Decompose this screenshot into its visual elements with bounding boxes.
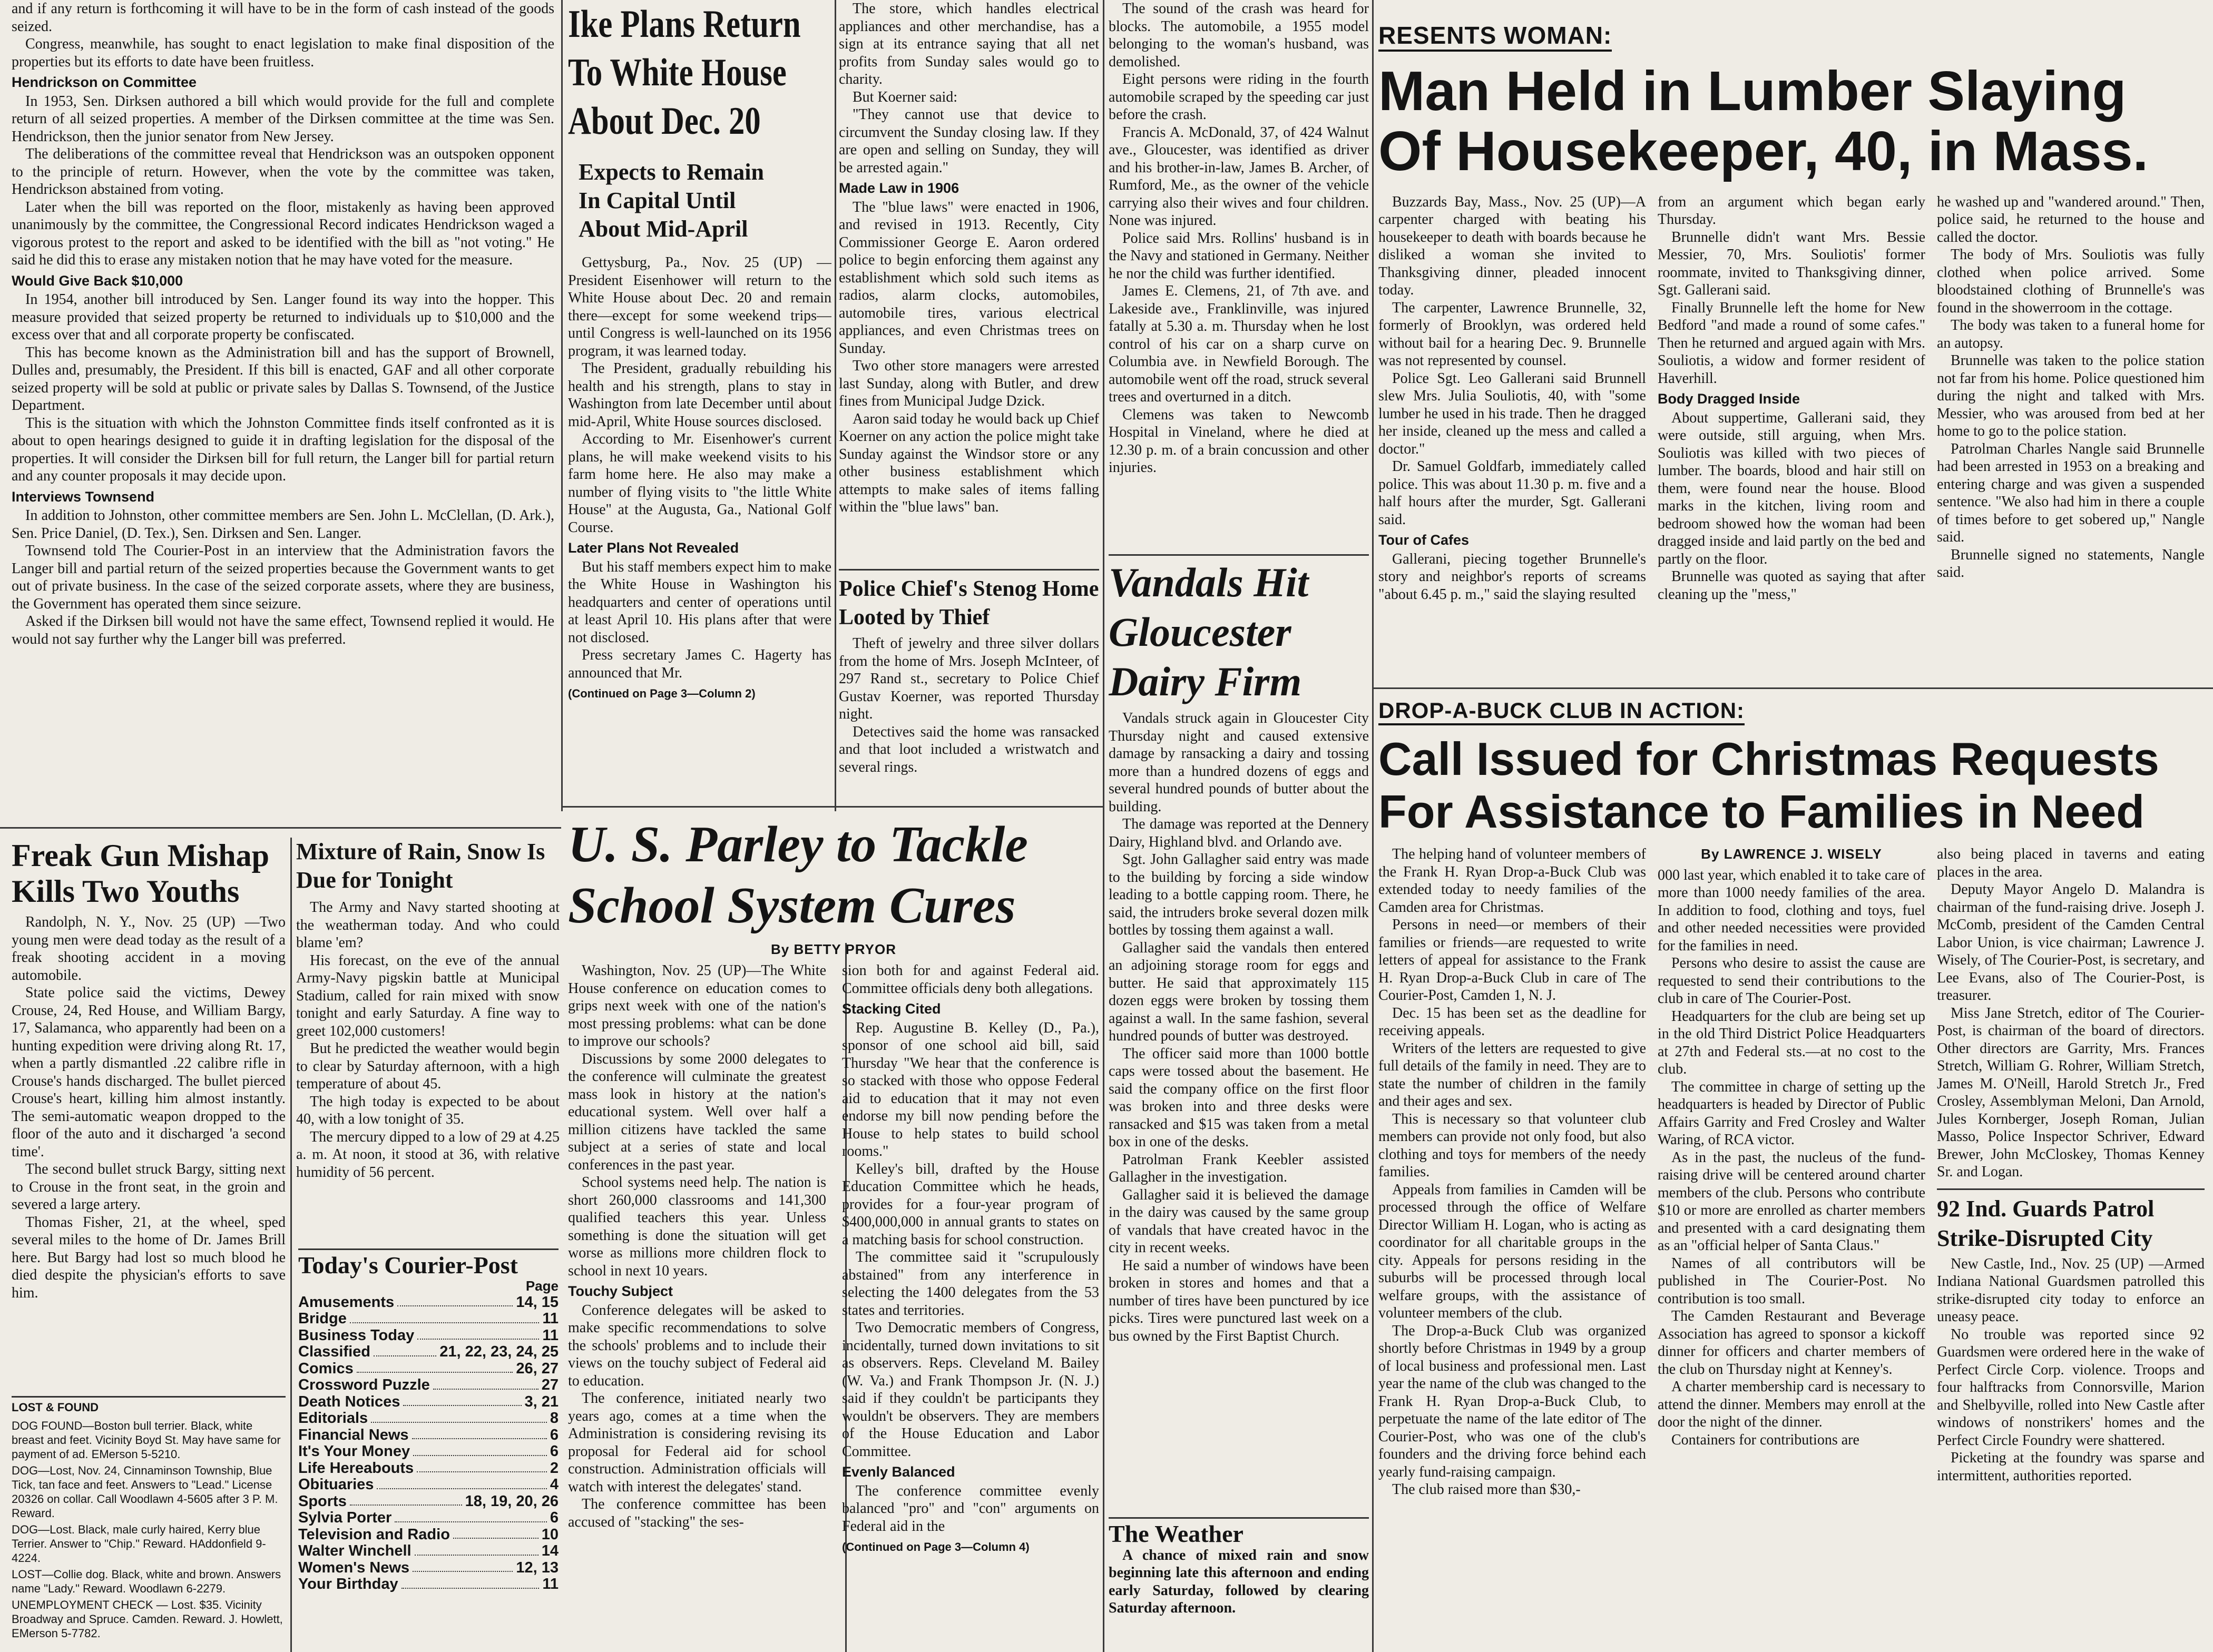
headline: 92 Ind. Guards Patrol Strike-Disrupted City [1937,1195,2155,1251]
subhead: Would Give Back $10,000 [12,272,183,289]
paragraph: 000 last year, which enabled it to take care of more than 1000 needy families of the area. In addition to food, clothing and toys, fuel and other needed necessities were provided for the families in need. [1658,867,1925,954]
leader-dots [374,1344,436,1356]
index-label: It's Your Money [298,1443,410,1460]
leader-dots [415,1543,538,1556]
index-row [298,1543,559,1560]
classified-ad: DOG—Lost, Nov. 24, Cinnaminson Township, Blue Tick, tan face and feet. Answers to "Lead." License 20326 on collar. Call Woodlawn 4-5605 after 3 P. M. Reward. [12,1464,278,1520]
paragraph: Press secretary James C. Hagerty has announced that Mr. [568,647,831,681]
paragraph: Kelley's bill, drafted by the House Education Committee which he heads, provides for a four-year program of $400,000,000 in annual grants to states on a matching basis for school construction. [842,1161,1099,1248]
paragraph: Randolph, N. Y., Nov. 25 (UP) —Two young men were dead today as the result of a freak shooting accident in a moving automobile. [12,914,286,984]
column [1658,193,1925,604]
index-label: Obituaries [298,1476,374,1493]
article-vandals [1109,554,1369,1515]
subhead: Stacking Cited [842,1001,941,1017]
index-page: 26, 27 [516,1360,559,1377]
index-page: 27 [541,1376,559,1394]
index-row [298,1460,559,1477]
leader-dots [397,1294,513,1307]
column-rule [561,0,563,811]
article-freak-gun [12,838,286,1385]
headline: Call Issued for Christmas Requests For Assistance to Families in Need [1378,733,2159,838]
index-row [298,1427,559,1444]
paragraph: Dr. Samuel Goldfarb, immediately called police. This was about 11.30 p. m. five and a half hours after the murder, Sgt. Gallerani said. [1378,458,1646,528]
paragraph: Gallagher said the vandals then entered an adjoining storage room for eggs and butter. He said that approximately 115 dozen eggs were broken by tossing them against a wall. In the same fashion, several hundred pounds of butter was destroyed. [1109,939,1369,1044]
index-page: 14 [541,1542,559,1560]
paragraph: Discussions by some 2000 delegates to the conference will culminate the greatest mass look in history at the nation's educational system. Well over half a million citizens have tackled the same subject at a series of state and local conferences in the past year. [568,1050,826,1173]
paragraph: The Drop-a-Buck Club was organized shortly before Christmas in 1949 by a group of local business and professional men. Last year the name of the club was changed to the Frank H. Ryan Drop-a-Buck Club, to perpetuate the name of the late editor of The Courier-Post, who was one of the club's founders and the driving force behind each yearly fund-raising campaign. [1378,1322,1646,1480]
paragraph: But his staff members expect him to make the White House in Washington his headquarters and center of operations until at least April 10. His plans after that were not disclosed. [568,558,831,646]
index-page: 10 [541,1526,559,1543]
index-label: Women's News [298,1559,410,1576]
paragraph: Writers of the letters are requested to give full details of the family in need. They are to state the number of children in the family and their ages and sex. [1378,1040,1646,1109]
leader-dots [395,1510,547,1522]
paragraph: According to Mr. Eisenhower's current plans, he will make weekend visits to his farm home here. He also may make a number of flying visits to "the little White House" at the Augusta, Ga., National Golf Course. [568,431,831,536]
paragraph: No trouble was reported since 92 Guardsmen were ordered here in the wake of Perfect Circle Corp. violence. Troops and four halftracks from Connorsville, Marion and Shelbyville, rolled into New Castle after windows of nonstrikers' homes and the Perfect Circle Foundry were shattered. [1937,1326,2205,1449]
paragraph: Persons who desire to assist the cause are requested to send their contributions to the club in care of The Courier-Post. [1658,955,1925,1007]
paragraph: Containers for contributions are [1671,1431,1859,1448]
kicker: DROP-A-BUCK CLUB IN ACTION: [1378,698,1745,725]
paragraph: Francis A. McDonald, 37, of 424 Walnut ave., Gloucester, was identified as driver and his brother-in-law, James B. Archer, of Rumford, Me., as the owner of the vehicle carrying also their wives and four children. None was injured. [1109,124,1369,229]
leader-dots [377,1477,546,1489]
index-row [298,1576,559,1593]
paragraph: he washed up and "wandered around." Then, police said, he returned to the house and called the doctor. [1937,193,2205,245]
index-label: Classified [298,1343,370,1361]
paragraph: The President, gradually rebuilding his health and his strength, plans to stay in Washington from late December until about mid-April, White House sources disclosed. [568,360,831,430]
paragraph: Conference delegates will be asked to make specific recommendations to solve the schools' problems and to include their views on the touchy subject of Federal aid to education. [568,1302,826,1389]
paragraph: The carpenter, Lawrence Brunnelle, 32, formerly of Brooklyn, was ordered held without bail for a hearing Dec. 9. Brunnelle was not represented by counsel. [1378,299,1646,369]
subhead: Later Plans Not Revealed [568,540,739,556]
paragraph: The conference, initiated nearly two years ago, comes at a time when the Administration is considering revising its proposal for Federal aid for school construction. Administration officials will watch with interest the delegates' stand. [568,1390,826,1495]
paragraph: His forecast, on the eve of the annual Army-Navy pigskin battle at Municipal Stadium, called for rain mixed with snow tonight and early Saturday. A fine way to greet 102,000 customers! [296,952,560,1039]
paragraph: Theft of jewelry and three silver dollars from the home of Mrs. Joseph McInteer, of 297 Rand st., secretary to Police Chief Gustav Koerner, was reported Thursday night. [839,635,1099,722]
leader-dots [453,1527,538,1539]
leader-dots [413,1560,513,1572]
leader-dots [403,1394,521,1407]
column [1937,845,2205,1499]
paragraph: Patrolman Charles Nangle said Brunnelle had been arrested in 1953 on a breaking and entering charge and was given a suspended sentence. "We also had him in there a couple of times before to get sobered up," Nangle said. [1937,440,2205,546]
column-rule [290,838,292,1652]
leader-dots [413,1443,547,1456]
paragraph: The Army and Navy started shooting at the weatherman today. And who could blame 'em? [296,899,560,951]
paragraph: But he predicted the weather would begin to clear by Saturday afternoon, with a high temperature of about 45. [296,1040,560,1092]
column [1378,845,1646,1499]
index-box [298,1248,559,1650]
index-row [298,1560,559,1577]
paragraph: Gallerani, piecing together Brunnelle's story and neighbor's reports of screams "about 6.45 p. m.," said the slaying resulted [1378,550,1646,603]
paragraph: Police Sgt. Leo Gallerani said Brunnell slew Mrs. Julia Souliotis, 40, with "some lumber he used in his trade. Then he dragged her inside, cleaned up the mess and called a doctor." [1378,370,1646,457]
column [1937,193,2205,604]
paragraph: School systems need help. The nation is short 260,000 classrooms and 141,300 qualified teachers this year. Unless something is done the situation will get worse as millions more children flock to school in next 10 years. [568,1174,826,1279]
paragraph: As in the past, the nucleus of the fund-raising drive will be centered around charter members of the club. Persons who contribute $10 or more are enrolled as charter members and presented with a card designating them as an "official helper of Santa Claus." [1658,1149,1925,1254]
subhead: Body Dragged Inside [1658,391,1800,407]
paragraph: A charter membership card is necessary to attend the dinner. Members may enroll at the door the night of the dinner. [1658,1379,1925,1430]
index-page: 6 [550,1443,559,1460]
paragraph: Gettysburg, Pa., Nov. 25 (UP) —President Eisenhower will return to the White House about Dec. 20 and remain there—except for some weekend trips—until Congress is well-launched on its 1956 program, it was learned today. [568,254,831,359]
subhead: Hendrickson on Committee [12,74,197,90]
headline: Ike Plans Return To White House About Dec. 20 [568,3,801,143]
paragraph: Rep. Augustine B. Kelley (D., Pa.), sponsor of one school aid bill, said Thursday "We hear that the conference is so stacked with those who oppose Federal aid to education that it may not even endorse my bill now pending before the House to help states to build school rooms." [842,1019,1099,1159]
column [842,962,1099,1557]
paragraph: from an argument which began early Thursday. [1658,193,1925,228]
index-label: Comics [298,1360,354,1377]
paragraph: In 1954, another bill introduced by Sen. Langer found its way into the hopper. This measure provided that seized property be returned to individuals up to $10,000 and the excess over that and all corporate property be confiscated. [12,291,554,343]
paragraph: The helping hand of volunteer members of the Frank H. Ryan Drop-a-Buck Club was extended today to needy families of the Camden area for Christmas. [1378,846,1646,916]
subhead: Touchy Subject [568,1283,673,1299]
paragraph: Sgt. John Gallagher said entry was made to the building by forcing a side window leading to a bottle capping room. There, he said, the intruders broke several dozen milk bottles by tossing them against a wall. [1109,851,1369,938]
leader-dots [350,1493,462,1506]
paragraph: He said a number of windows have been broken in stores and homes and that a number of tires have been punctured by ice picks. Tires were punctured last week on a bus owned by the First Baptist Church. [1109,1257,1369,1344]
headline: Mixture of Rain, Snow Is Due for Tonight [296,839,545,893]
paragraph: In 1953, Sen. Dirksen authored a bill which would provide for the full and complete return of all seized properties. A member of the Dirksen committee at the time was Sen. Hendrickson, then the junior senator from New Jersey. [12,93,554,145]
paragraph: Two Democratic members of Congress, incidentally, turned down invitations to sit as observers. Reps. Cleveland M. Bailey (W. Va.) and Frank Thompson Jr. (N. J.) said if they couldn't be participants they wouldn't be observers. They are members of the House Education and Labor Committee. [842,1320,1099,1460]
leader-dots [433,1377,538,1390]
paragraph: But Koerner said: [853,88,958,105]
section-rule [1372,687,2213,689]
index-label: Sylvia Porter [298,1509,392,1527]
paragraph: Patrolman Frank Keebler assisted Gallagher in the investigation. [1109,1151,1369,1185]
paragraph: "They cannot use that device to circumvent the Sunday closing law. If they are open and selling on Sunday, they will be arrested again." [839,106,1099,176]
paragraph: Aaron said today he would back up Chief Koerner on any action the police might take Sunday against the Windsor store or any other business establishment which attempts to make sales of items falling within the "blue laws" ban. [839,410,1099,515]
classified-ad: DOG—Lost. Black, male curly haired, Kerry blue Terrier. Answer to "Chip." Reward. HAddonfield 9-4224. [12,1523,266,1565]
index-page: 6 [550,1426,559,1443]
paragraph: Two other store managers were arrested last Sunday, along with Butler, and drew fines from Municipal Judge Dzick. [839,358,1099,409]
paragraph: and if any return is forthcoming it will have to be in the form of cash instead of the goods seized. [12,1,554,35]
index-page: 11 [542,1326,559,1344]
paragraph: Headquarters for the club are being set up in the old Third District Police Headquarters at 27th and Federal sts.—at no cost to the club. [1658,1008,1925,1077]
paragraph: The second bullet struck Bargy, sitting next to Crouse in the front seat, in the groin and severed a large artery. [12,1161,286,1213]
index-page: 14, 15 [516,1293,559,1311]
paragraph: Vandals struck again in Gloucester City Thursday night and caused extensive damage by ransacking a dairy and tossing more than a hundred dozens of eggs and several hundred pounds of butter about the building. [1109,710,1369,815]
leader-dots [412,1427,547,1440]
leader-dots [402,1576,540,1589]
paragraph: Brunnelle didn't want Mrs. Bessie Messier, 70, Mrs. Souliotis' former roommate, invited to Thanksgiving dinner, Sgt. Gallerani said. [1658,229,1925,299]
paragraph: The Camden Restaurant and Beverage Association has agreed to sponsor a kickoff dinner for officers and charter members of the club on Thursday night at Kenney's. [1658,1308,1925,1378]
paragraph: Miss Jane Stretch, editor of The Courier-Post, is chairman of the board of directors. Other directors are Garrity, Mrs. Frances Stretch, William G. Rohrer, William Stretch, James M. O'Neill, Harold Stretch Jr., Fred Crosley, Assemblyman Meloni, Dan Arnold, Jules Kornberger, Joseph Roman, Julian Masso, Police Inspector Schriver, Edward Brewer, John McCloskey, Thomas Kenney Sr. and Logan. [1937,1005,2205,1180]
index-table [298,1294,559,1593]
paragraph: The deliberations of the committee reveal that Hendrickson was an outspoken opponent to the principle of return. However, when the vote by the committee was taken, Hendrickson abstained from voting. [12,146,554,198]
paragraph: Clemens was taken to Newcomb Hospital in Vineland, where he died at 12.30 p. m. of a brain concussion and other injuries. [1109,406,1369,476]
leader-dots [417,1328,539,1340]
section-rule [561,806,1103,808]
paragraph: Brunnelle signed no statements, Nangle said. [1937,546,2205,581]
classified-ad: DOG FOUND—Boston bull terrier. Black, white breast and feet. Vicinity Boyd St. May have same for payment of ad. EMerson 5-5210. [12,1419,281,1461]
article-crash-continued [1109,0,1369,553]
index-row [298,1344,559,1361]
index-label: Amusements [298,1293,395,1311]
article-lumber-slaying [1378,21,2206,685]
index-row [298,1361,559,1378]
index-row [298,1394,559,1411]
index-label: Sports [298,1492,347,1510]
article-rain-snow [296,838,560,1238]
paragraph: The body of Mrs. Souliotis was fully clothed when police arrived. Some bloodstained clothing of Brunnelle's was found in the showerroom in the cottage. [1937,247,2205,316]
paragraph: Appeals from families in Camden will be processed through the office of Welfare Director William H. Logan, who is acting as coordinator for all charitable groups in the city. Appeals for persons residing in the suburbs will be processed through local welfare groups, with the assistance of volunteer members of the club. [1378,1181,1646,1321]
paragraph: Buzzards Bay, Mass., Nov. 25 (UP)—A carpenter charged with beating his housekeeper to death with boards because he disliked a woman she invited to Thanksgiving dinner, pleaded innocent today. [1378,193,1646,299]
index-row [298,1311,559,1328]
column [1378,193,1646,604]
paragraph: Washington, Nov. 25 (UP)—The White House conference on education comes to grips next week with one of the nation's most pressing problems: what can be done to improve our schools? [568,962,826,1049]
paragraph: The conference committee evenly balanced "pro" and "con" arguments on Federal aid in the [842,1482,1099,1535]
paragraph: Gallagher said it is believed the damage in the dairy was caused by the same group of vandals that have created havoc in the city in recent weeks. [1109,1186,1369,1256]
paragraph: The conference committee has been accused of "stacking" the ses- [568,1496,826,1530]
paragraph: This has become known as the Administration bill and has the support of Brownell, Dulles and, presumably, the President. If this bill is enacted, GAF and all other corporate seized property will be sold at public or private sales by Dallas S. Townsend, of the Justice Department. [12,344,554,414]
index-label: Financial News [298,1426,409,1443]
index-page: 2 [550,1459,559,1477]
paragraph: Picketing at the foundry was sparse and intermittent, authorities reported. [1937,1450,2205,1484]
paragraph: Townsend told The Courier-Post in an interview that the Administration favors the Langer bill and partial return of the seized properties because the Government wants to get out of private business. In the case of the seized corporate assets, where they are business, the Government has operated them since seizure. [12,543,554,612]
index-row [298,1527,559,1543]
headline: U. S. Parley to Tackle School System Cures [568,816,1028,934]
index-label: Your Birthday [298,1576,398,1593]
paragraph: The high today is expected to be about 40, with a low tonight of 35. [296,1093,560,1127]
paragraph: The body was taken to a funeral home for an autopsy. [1937,317,2205,351]
weather-box [1109,1517,1369,1650]
index-row [298,1443,559,1460]
index-label: Death Notices [298,1393,400,1410]
index-label: Crossword Puzzle [298,1376,430,1394]
paragraph: The committee in charge of setting up the headquarters is headed by Director of Public Affairs Garrity and Fred Crosley and Walter Waring, of RCA victor. [1658,1078,1925,1148]
index-page: 11 [542,1576,559,1593]
paragraph: sion both for and against Federal aid. Committee officials deny both allegations. [842,962,1099,997]
paragraph: Deputy Mayor Angelo D. Malandra is chairman of the fund-raising drive. Joseph J. McComb, president of the Camden Central Labor Union, is vice chairman; Lawrence J. Wisely, of The Courier-Post, is secretary, and Lee Evans, also of The Courier-Post, is treasurer. [1937,881,2205,1004]
paragraph: State police said the victims, Dewey Crouse, 24, Red House, and William Bargy, 17, Salamanca, who apparently had been on a hunting expedition were driving along Rt. 17, when a partly dismantled .22 calibre rifle in Crouse's hands discharged. The bullet pierced Crouse's heart, killing him almost instantly. The semi-automatic weapon dropped to the floor of the auto and it discharged 'a second time'. [12,985,286,1160]
article-ike [568,0,831,803]
index-row [298,1410,559,1427]
paragraph: Congress, meanwhile, has sought to enact legislation to make final disposition of the properties but its efforts to date have been fruitless. [12,36,554,70]
classifieds-lost-found [12,1396,286,1650]
paragraph: also being placed in taverns and eating places in the area. [1937,846,2205,880]
jump-line: (Continued on Page 3—Column 2) [568,687,756,700]
paragraph: Persons in need—or members of their families or friends—are requested to write letters of appeal for assistance to the Frank H. Ryan Drop-a-Buck Club in care of The Courier-Post, Camden 1, N. J. [1378,917,1646,1004]
classified-ad: LOST—Collie dog. Black, white and brown. Answers name "Lady." Reward. Woodlawn 6-2279. [12,1568,281,1595]
paragraph: The "blue laws" were enacted in 1906, and revised in 1913. Recently, City Commissioner George E. Aaron ordered police to begin enforcing them against any establishment which sold such items as radios, alarm clocks, automobiles, automobile tires, various electrical appliances, and even Christmas trees on Sunday. [839,199,1099,357]
index-page: 12, 13 [516,1559,559,1576]
index-page: 21, 22, 23, 24, 25 [439,1343,559,1361]
index-page-label: Page [525,1277,559,1294]
byline: By LAWRENCE J. WISELY [1701,846,1882,862]
paragraph: In addition to Johnston, other committee members are Sen. John L. McClellan, (D. Ark.), Sen. Price Daniel, (D. Tex.), Sen. Dirksen and Sen. Langer. [12,507,554,542]
paragraph: Finally Brunnelle left the home for New Bedford "and made a round of some cafes." Then he returned and argued again with Mrs. Souliotis, a widow and former resident of Haverhill. [1658,299,1925,387]
subhead: Evenly Balanced [842,1464,955,1480]
index-label: Bridge [298,1310,347,1328]
index-row [298,1477,559,1493]
paragraph: The mercury dipped to a low of 29 at 4.25 a. m. At noon, it stood at 36, with relative humidity of 56 percent. [296,1128,560,1181]
leader-dots [350,1311,539,1323]
index-label: Television and Radio [298,1526,450,1543]
index-row [298,1493,559,1510]
subhead: Interviews Townsend [12,488,155,505]
article-school-parley [568,814,1099,1652]
paragraph: The committee said it "scrupulously abstained" from any interference in selecting the 1400 delegates from the 53 states and territories. [842,1249,1099,1319]
weather-forecast: A chance of mixed rain and snow beginning late this afternoon and ending early Saturday, followed by clearing Saturday afternoon. [1109,1547,1369,1617]
kicker: RESENTS WOMAN: [1378,21,1612,52]
leader-dots [371,1410,547,1423]
headline: Man Held in Lumber Slaying Of Housekeeper, 40, in Mass. [1378,60,2149,183]
index-label: Walter Winchell [298,1542,412,1560]
paragraph: About suppertime, Gallerani said, they were outside, still arguing, when Mrs. Souliotis was killed with two pieces of lumber. The boards, blood and hair still on them, were found near the house. Blood marks in the kitchen, living room and bedroom showed how the woman had been dragged inside and laid partly on the bed and partly on the floor. [1658,409,1925,567]
index-page: 3, 21 [524,1393,559,1410]
column [1658,845,1925,1499]
subhead: Made Law in 1906 [839,180,959,196]
deck: Expects to Remain In Capital Until About Mid-April [579,159,764,242]
paragraph: Brunnelle was quoted as saying that after cleaning up the "mess," [1658,568,1925,603]
index-page: 11 [542,1310,559,1328]
paragraph: Brunnelle was taken to the police station not far from his home. Police questioned him during the night and talked with Mrs. Messier, who was aroused from bed at her home to go to the police station. [1937,352,2205,440]
index-title: Today's Courier-Post [298,1252,518,1279]
paragraph: Names of all contributors will be published in The Courier-Post. No contribution is too small. [1658,1255,1925,1307]
paragraph: Eight persons were riding in the fourth automobile scraped by the speeding car just before the crash. [1109,71,1369,123]
paragraph: The officer said more than 1000 bottle caps were tossed about the basement. He said the company office on the first floor was broken into and three desks were ransacked and $15 was taken from a metal box in one of the desks. [1109,1045,1369,1150]
index-row [298,1510,559,1527]
headline: Freak Gun Mishap Kills Two Youths [12,838,269,909]
paragraph: Asked if the Dirksen bill would not have the same effect, Townsend replied it would. He would not say further why the Langer bill was preferred. [12,613,554,647]
article-national-guard [1937,1188,2205,1485]
column-rule [1103,0,1104,1652]
leader-dots [357,1361,513,1373]
paragraph: New Castle, Ind., Nov. 25 (UP) —Armed Indiana National Guardsmen patrolled this strike-disrupted city today to enforce an uneasy peace. [1937,1255,2205,1325]
paragraph: The club raised more than $30,- [1392,1481,1581,1498]
headline: The Weather [1109,1520,1243,1547]
paragraph: The store, which handles electrical appliances and other merchandise, has a sign at its entrance saying that all net profits from Sunday sales would go to charity. [839,1,1099,87]
classified-ad: UNEMPLOYMENT CHECK — Lost. $35. Vicinity Broadway and Spruce. Camden. Reward. J. Howlett, EMerson 5-7782. [12,1598,283,1640]
subhead: Tour of Cafes [1378,532,1470,548]
column-rule [1372,0,1374,1652]
index-row [298,1328,559,1344]
paragraph: This is the situation with which the Johnston Committee finds itself confronted as it is about to open hearings designed to guide it in drafting legislation for the disposal of the properties. It will consider the Dirksen bill for full return, the Langer bill for partial return and any counter proposals it may decide upon. [12,415,554,484]
index-row [298,1377,559,1394]
article-drop-a-buck [1378,698,2206,1652]
article-blue-laws [839,0,1099,564]
paragraph: The damage was reported at the Dennery Dairy, Highland blvd. and Orlando ave. [1109,816,1369,850]
index-label: Business Today [298,1326,415,1344]
paragraph: This is necessary so that volunteer club members can provide not only food, but also clothing and toys for members of the needy families. [1378,1110,1646,1180]
column [568,962,826,1557]
index-label: Editorials [298,1410,368,1427]
article-stenog [839,569,1099,802]
index-page: 6 [550,1509,559,1527]
paragraph: Later when the bill was reported on the floor, mistakenly as having been approved unanimously by the committee, the Congressional Record indicates Hendrickson waged a vigorous protest to the report and asked to be identified with the bill as "not voting." He said he did this to erase any mistaken notion that he may have voted for the measure. [12,199,554,268]
headline: Vandals Hit Gloucester Dairy Firm [1109,559,1309,704]
jump-article-seized-property [12,0,554,822]
index-page: 4 [550,1476,559,1493]
column-rule [835,0,836,811]
paragraph: Detectives said the home was ransacked and that loot included a wristwatch and several rings. [839,723,1099,775]
section-rule [0,827,561,829]
byline: By BETTY PRYOR [771,941,896,957]
paragraph: James E. Clemens, 21, of 7th ave. and Lakeside ave., Franklinville, was injured fatally at 5.30 a. m. Thursday when he lost control of his car on a sharp curve on Columbia ave. in Newfield Borough. The automobile went off the road, struck several trees and overturned in a ditch. [1109,283,1369,405]
index-page: 8 [550,1410,559,1427]
index-row [298,1294,559,1311]
headline: Police Chief's Stenog Home Looted by Thief [839,577,1099,630]
paragraph: Thomas Fisher, 21, at the wheel, sped several miles to the home of Dr. James Brill here. But Bargy had lost so much blood he died despite the physician's efforts to save him. [12,1214,286,1301]
paragraph: Police said Mrs. Rollins' husband is in the Navy and stationed in Germany. Neither he nor the child was further identified. [1109,230,1369,282]
leader-dots [417,1460,547,1473]
paragraph: Dec. 15 has been set as the deadline for receiving appeals. [1378,1005,1646,1039]
jump-line: (Continued on Page 3—Column 4) [842,1540,1030,1553]
index-label: Life Hereabouts [298,1459,414,1477]
index-page: 18, 19, 20, 26 [465,1492,559,1510]
paragraph: The sound of the crash was heard for blocks. The automobile, a 1955 model belonging to the woman's husband, was demolished. [1109,1,1369,70]
classifieds-heading: LOST & FOUND [12,1401,99,1414]
